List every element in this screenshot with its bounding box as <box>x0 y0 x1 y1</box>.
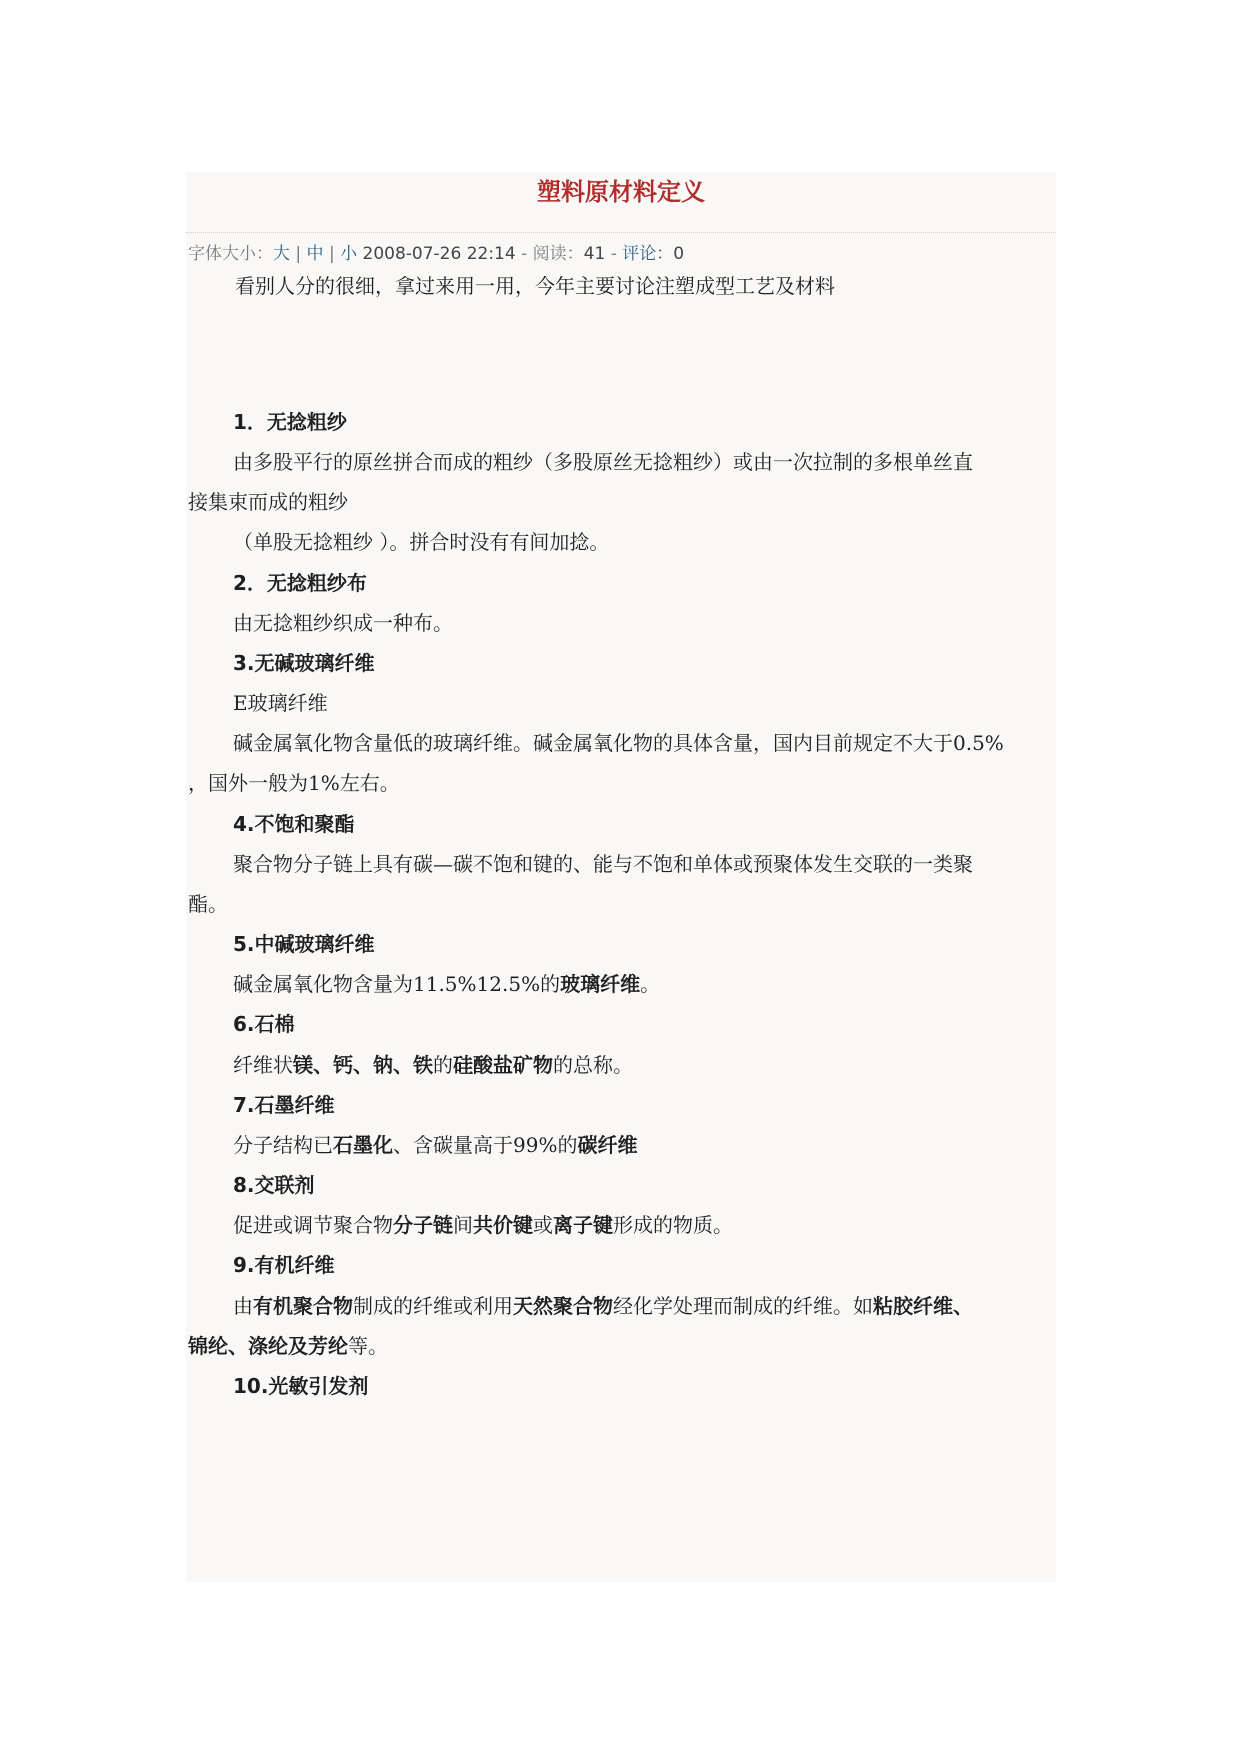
font-size-large-link[interactable]: 大 <box>273 244 290 264</box>
section-text <box>188 1284 1103 1329</box>
text-run: 。 <box>640 972 661 996</box>
divider: | <box>328 244 335 264</box>
text-run: 形成的物质。 <box>613 1213 733 1237</box>
section-text: 碱金属氧化物含量低的玻璃纤维。碱金属氧化物的具体含量，国内目前规定不大于0.5% <box>233 731 1004 755</box>
section-text: 酯。 <box>188 892 228 916</box>
section-heading: 3.无碱玻璃纤维 <box>233 651 375 675</box>
section-heading: 9.有机纤维 <box>233 1253 335 1277</box>
bold-term: 有机聚合物 <box>253 1294 353 1318</box>
text-run: 由 <box>233 1294 253 1318</box>
divider: | <box>295 244 302 264</box>
reads-count: 41 <box>583 244 606 264</box>
bold-term: 粘胶纤维、 <box>873 1294 973 1318</box>
text-run: 碱金属氧化物含量为11.5%12.5%的 <box>233 972 561 996</box>
text-run: 的总称。 <box>553 1053 633 1077</box>
intro-paragraph: 看别人分的很细，拿过来用一用，今年主要讨论注塑成型工艺及材料 <box>235 274 835 298</box>
section-heading: 2．无捻粗纱布 <box>233 571 367 595</box>
section-text: 由多股平行的原丝拼合而成的粗纱（多股原丝无捻粗纱）或由一次拉制的多根单丝直 <box>233 450 973 474</box>
bold-term: 共价键 <box>473 1213 533 1237</box>
post-datetime: 2008-07-26 22:14 <box>362 244 516 264</box>
text-run: 等。 <box>348 1334 388 1358</box>
bold-term: 硅酸盐矿物 <box>453 1053 553 1077</box>
section-text <box>188 1203 1103 1248</box>
text-run: 或 <box>533 1213 553 1237</box>
bold-term: 碳纤维 <box>577 1133 638 1157</box>
font-size-label: 字体大小： <box>188 244 273 264</box>
section-text: ，国外一般为1%左右。 <box>188 771 400 795</box>
article-title: 塑料原材料定义 <box>537 178 705 206</box>
title-divider <box>186 232 1056 233</box>
bold-term: 分子链 <box>393 1213 453 1237</box>
reads-label: 阅读： <box>532 244 584 264</box>
section-heading: 10.光敏引发剂 <box>233 1374 369 1398</box>
text-run: 纤维状 <box>233 1053 293 1077</box>
comments-count: 0 <box>673 244 685 264</box>
section-text <box>188 962 1103 1007</box>
bold-term: 石墨化 <box>333 1133 393 1157</box>
text-run: 分子结构已 <box>233 1133 333 1157</box>
section-text: E玻璃纤维 <box>233 691 328 715</box>
font-size-small-link[interactable]: 小 <box>340 244 358 264</box>
bold-term: 玻璃纤维 <box>560 972 641 996</box>
text-run: 、含碳量高于99%的 <box>393 1133 578 1157</box>
bold-term: 镁、钙、钠、铁 <box>293 1053 433 1077</box>
dash: - <box>610 244 617 264</box>
dash: - <box>521 244 528 264</box>
section-text: （单股无捻粗纱 ）。拼合时没有有间加捻。 <box>233 530 610 554</box>
section-heading: 4.不饱和聚酯 <box>233 812 355 836</box>
section-heading: 6.石棉 <box>233 1012 295 1036</box>
section-text: 由无捻粗纱织成一种布。 <box>233 611 453 635</box>
font-size-medium-link[interactable]: 中 <box>306 244 324 264</box>
section-text <box>188 1324 1058 1369</box>
section-heading: 1．无捻粗纱 <box>233 410 347 434</box>
text-run: 经化学处理而制成的纤维。如 <box>613 1294 873 1318</box>
section-text: 聚合物分子链上具有碳—碳不饱和键的、能与不饱和单体或预聚体发生交联的一类聚 <box>233 852 973 876</box>
section-text <box>188 1043 1103 1088</box>
section-text: 接集束而成的粗纱 <box>188 490 348 514</box>
section-heading: 8.交联剂 <box>233 1173 315 1197</box>
comments-link[interactable]: 评论： <box>622 244 674 264</box>
text-run: 制成的纤维或利用 <box>353 1294 513 1318</box>
bold-term: 天然聚合物 <box>513 1294 613 1318</box>
bold-term: 锦纶、涤纶及芳纶 <box>188 1334 348 1358</box>
text-run: 间 <box>453 1213 473 1237</box>
section-heading: 5.中碱玻璃纤维 <box>233 932 375 956</box>
article-container <box>186 172 1056 1582</box>
text-run: 的 <box>433 1053 453 1077</box>
section-heading: 7.石墨纤维 <box>233 1093 335 1117</box>
section-text <box>188 1123 1103 1168</box>
bold-term: 离子键 <box>553 1213 613 1237</box>
text-run: 促进或调节聚合物 <box>233 1213 393 1237</box>
